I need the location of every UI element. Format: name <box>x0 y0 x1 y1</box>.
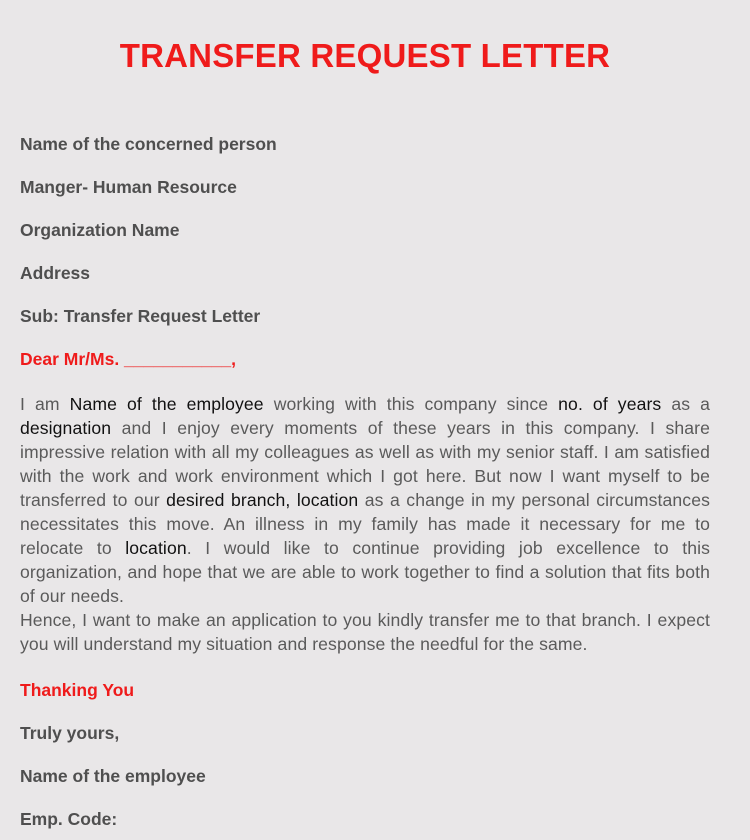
salutation: Dear Mr/Ms. ___________, <box>20 349 236 369</box>
body-text: and I enjoy every moments of these years in this company. I share impressive relation with all my colleagues as well as with my senior staff. I am satisfied with the work and work environment which I got here. But now I want myself to be transferred to our <box>20 418 710 510</box>
address: Address <box>20 263 91 283</box>
organization-name: Organization Name <box>20 220 180 240</box>
subject-line: Sub: Transfer Request Letter <box>20 306 261 326</box>
letter-body <box>20 392 710 656</box>
placeholder-branch-location: desired branch, location <box>166 490 359 510</box>
letter-title: TRANSFER REQUEST LETTER <box>119 37 611 74</box>
placeholder-employee-name: Name of the employee <box>69 394 264 414</box>
body-text: as a <box>661 394 710 414</box>
body-text: working with this company since <box>263 394 559 414</box>
body-paragraph-2: Hence, I want to make an application to you kindly transfer me to that branch. I expect you will understand my situation and response the needful for the same. <box>20 610 710 654</box>
body-paragraph-1 <box>20 392 710 608</box>
body-text: as a change in my personal circumstances necessitates this move. An illness in my family has made it necessary for me to relocate to <box>20 490 710 558</box>
placeholder-years: no. of years <box>558 394 662 414</box>
placeholder-location: location <box>125 538 187 558</box>
recipient-name: Name of the concerned person <box>20 134 277 154</box>
employee-code: Emp. Code: <box>20 809 118 829</box>
recipient-designation: Manger- Human Resource <box>20 177 237 197</box>
body-text: I am <box>20 394 70 414</box>
employee-name: Name of the employee <box>20 766 206 786</box>
body-text: . I would like to continue providing job excellence to this organization, and hope that we are able to work together to find a solution that fits both of our needs. <box>20 538 710 606</box>
thanking-line: Thanking You <box>20 680 135 700</box>
placeholder-designation: designation <box>20 418 112 438</box>
sign-off: Truly yours, <box>20 723 120 743</box>
